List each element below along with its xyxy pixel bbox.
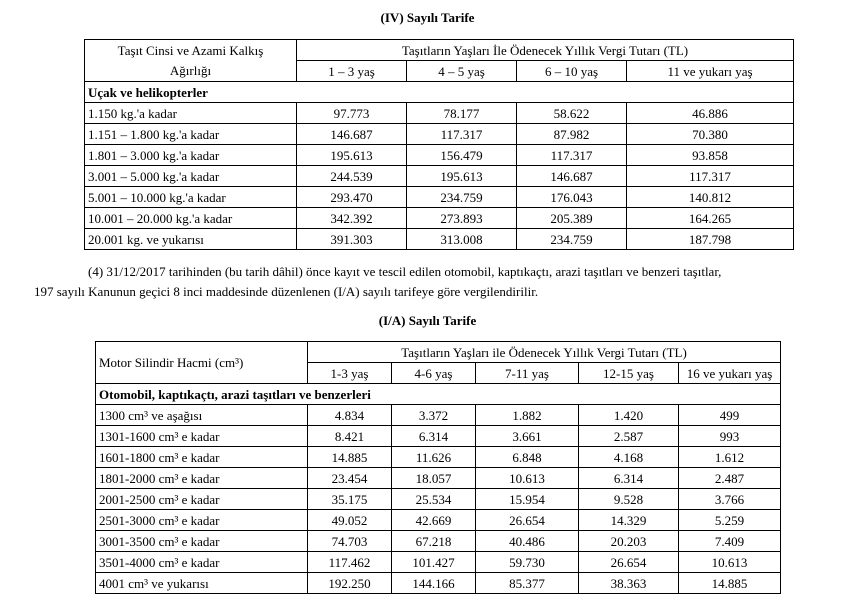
vehicle-type-header [85,40,297,82]
row-label: 20.001 kg. ve yukarısı [85,229,297,250]
tax-amount-cell: 993 [679,426,781,447]
tax-amount-cell: 4.834 [308,405,392,426]
tax-amount-cell: 6.848 [476,447,579,468]
age-header: 6 – 10 yaş [517,61,627,82]
vehicle-type-header-line1: Taşıt Cinsi ve Azami Kalkış [117,42,264,58]
tax-amount-cell: 4.168 [579,447,679,468]
tax-amount-cell: 25.534 [392,489,476,510]
tax-amount-cell: 8.421 [308,426,392,447]
tax-amount-cell: 3.661 [476,426,579,447]
row-label: 5.001 – 10.000 kg.'a kadar [85,187,297,208]
vehicle-age-group-header: Taşıtların Yaşları İle Ödenecek Yıllık Vergi Tutarı (TL) [297,40,794,61]
age-header: 12-15 yaş [579,363,679,384]
tariff-iv-table [84,39,794,250]
tax-amount-cell: 67.218 [392,531,476,552]
tax-amount-cell: 7.409 [679,531,781,552]
age-header: 16 ve yukarı yaş [679,363,781,384]
table-row [96,405,781,426]
tax-amount-cell: 1.420 [579,405,679,426]
tax-amount-cell: 1.882 [476,405,579,426]
table-row [85,187,794,208]
age-header: 11 ve yukarı yaş [627,61,794,82]
tax-amount-cell: 117.317 [517,145,627,166]
tax-amount-cell: 49.052 [308,510,392,531]
tax-amount-cell: 5.259 [679,510,781,531]
tax-amount-cell: 176.043 [517,187,627,208]
tax-amount-cell: 87.982 [517,124,627,145]
tax-amount-cell: 234.759 [517,229,627,250]
tax-amount-cell: 2.587 [579,426,679,447]
tax-amount-cell: 93.858 [627,145,794,166]
tax-amount-cell: 117.462 [308,552,392,573]
tax-amount-cell: 59.730 [476,552,579,573]
row-label: 3001-3500 cm³ e kadar [96,531,308,552]
tax-amount-cell: 117.317 [407,124,517,145]
row-label: 1.150 kg.'a kadar [85,103,297,124]
table-row [85,103,794,124]
section-row [85,82,794,103]
table-row [96,468,781,489]
tax-amount-cell: 18.057 [392,468,476,489]
tariff-ia-table [95,341,781,594]
tax-amount-cell: 144.166 [392,573,476,594]
tax-amount-cell: 35.175 [308,489,392,510]
tax-amount-cell: 234.759 [407,187,517,208]
tax-amount-cell: 205.389 [517,208,627,229]
tax-amount-cell: 6.314 [579,468,679,489]
tax-amount-cell: 3.372 [392,405,476,426]
table-row [85,124,794,145]
tax-amount-cell: 23.454 [308,468,392,489]
row-label: 3.001 – 5.000 kg.'a kadar [85,166,297,187]
age-header: 7-11 yaş [476,363,579,384]
tax-amount-cell: 117.317 [627,166,794,187]
tax-amount-cell: 101.427 [392,552,476,573]
tax-amount-cell: 14.329 [579,510,679,531]
tax-amount-cell: 38.363 [579,573,679,594]
row-label: 1601-1800 cm³ e kadar [96,447,308,468]
vehicle-age-group-header: Taşıtların Yaşları ile Ödenecek Yıllık Vergi Tutarı (TL) [308,342,781,363]
table-header-row [96,342,781,363]
tax-amount-cell: 40.486 [476,531,579,552]
tariff-ia-title: (I/A) Sayılı Tarife [378,313,477,328]
tax-amount-cell: 146.687 [297,124,407,145]
table-row [85,166,794,187]
tax-amount-cell: 499 [679,405,781,426]
tax-amount-cell: 3.766 [679,489,781,510]
engine-volume-header: Motor Silindir Hacmi (cm³) [96,342,308,384]
row-label: 1300 cm³ ve aşağısı [96,405,308,426]
tax-amount-cell: 97.773 [297,103,407,124]
tax-amount-cell: 6.314 [392,426,476,447]
table-row [85,229,794,250]
tax-amount-cell: 342.392 [297,208,407,229]
tax-amount-cell: 195.613 [297,145,407,166]
tariff-iv-title: (IV) Sayılı Tarife [380,10,475,25]
tax-amount-cell: 9.528 [579,489,679,510]
age-header: 1-3 yaş [308,363,392,384]
vehicle-type-header-line2: Ağırlığı [169,62,212,78]
paragraph-line-1: (4) 31/12/2017 tarihinden (bu tarih dâhil) önce kayıt ve tescil edilen otomobil, kaptıkaçtı, arazi taşıtları ve benzeri taşıtlar, [88,264,722,279]
tax-amount-cell: 1.612 [679,447,781,468]
tax-amount-cell: 156.479 [407,145,517,166]
table-header-row [85,40,794,61]
tax-amount-cell: 15.954 [476,489,579,510]
row-label: 3501-4000 cm³ e kadar [96,552,308,573]
section-label: Otomobil, kaptıkaçtı, arazi taşıtları ve benzerleri [96,384,781,405]
paragraph [34,262,844,302]
age-header: 4 – 5 yaş [407,61,517,82]
tax-amount-cell: 187.798 [627,229,794,250]
tax-amount-cell: 2.487 [679,468,781,489]
table-row [96,510,781,531]
tax-amount-cell: 74.703 [308,531,392,552]
tax-amount-cell: 78.177 [407,103,517,124]
tax-amount-cell: 140.812 [627,187,794,208]
row-label: 4001 cm³ ve yukarısı [96,573,308,594]
tax-amount-cell: 70.380 [627,124,794,145]
row-label: 2501-3000 cm³ e kadar [96,510,308,531]
tax-amount-cell: 293.470 [297,187,407,208]
table-row [96,531,781,552]
tax-amount-cell: 10.613 [476,468,579,489]
age-header: 4-6 yaş [392,363,476,384]
row-label: 2001-2500 cm³ e kadar [96,489,308,510]
tax-amount-cell: 46.886 [627,103,794,124]
paragraph-line-2: 197 sayılı Kanunun geçici 8 inci maddesinde düzenlenen (I/A) sayılı tarifeye göre vergilendirilir. [34,284,539,299]
table-row [96,489,781,510]
tax-amount-cell: 10.613 [679,552,781,573]
tax-amount-cell: 195.613 [407,166,517,187]
row-label: 1.801 – 3.000 kg.'a kadar [85,145,297,166]
tax-amount-cell: 26.654 [476,510,579,531]
tax-amount-cell: 11.626 [392,447,476,468]
section-row [96,384,781,405]
tax-amount-cell: 164.265 [627,208,794,229]
table-row [85,208,794,229]
table-row [96,426,781,447]
table-row [96,552,781,573]
age-header: 1 – 3 yaş [297,61,407,82]
row-label: 1.151 – 1.800 kg.'a kadar [85,124,297,145]
table-row [96,447,781,468]
tax-amount-cell: 20.203 [579,531,679,552]
table-row [85,145,794,166]
tax-amount-cell: 85.377 [476,573,579,594]
tax-amount-cell: 244.539 [297,166,407,187]
row-label: 10.001 – 20.000 kg.'a kadar [85,208,297,229]
tax-amount-cell: 14.885 [308,447,392,468]
tax-amount-cell: 273.893 [407,208,517,229]
tax-amount-cell: 313.008 [407,229,517,250]
row-label: 1801-2000 cm³ e kadar [96,468,308,489]
tax-amount-cell: 14.885 [679,573,781,594]
section-label: Uçak ve helikopterler [85,82,794,103]
table-row [96,573,781,594]
tax-amount-cell: 146.687 [517,166,627,187]
tax-amount-cell: 26.654 [579,552,679,573]
tax-amount-cell: 391.303 [297,229,407,250]
row-label: 1301-1600 cm³ e kadar [96,426,308,447]
tax-amount-cell: 42.669 [392,510,476,531]
tax-amount-cell: 192.250 [308,573,392,594]
tax-amount-cell: 58.622 [517,103,627,124]
